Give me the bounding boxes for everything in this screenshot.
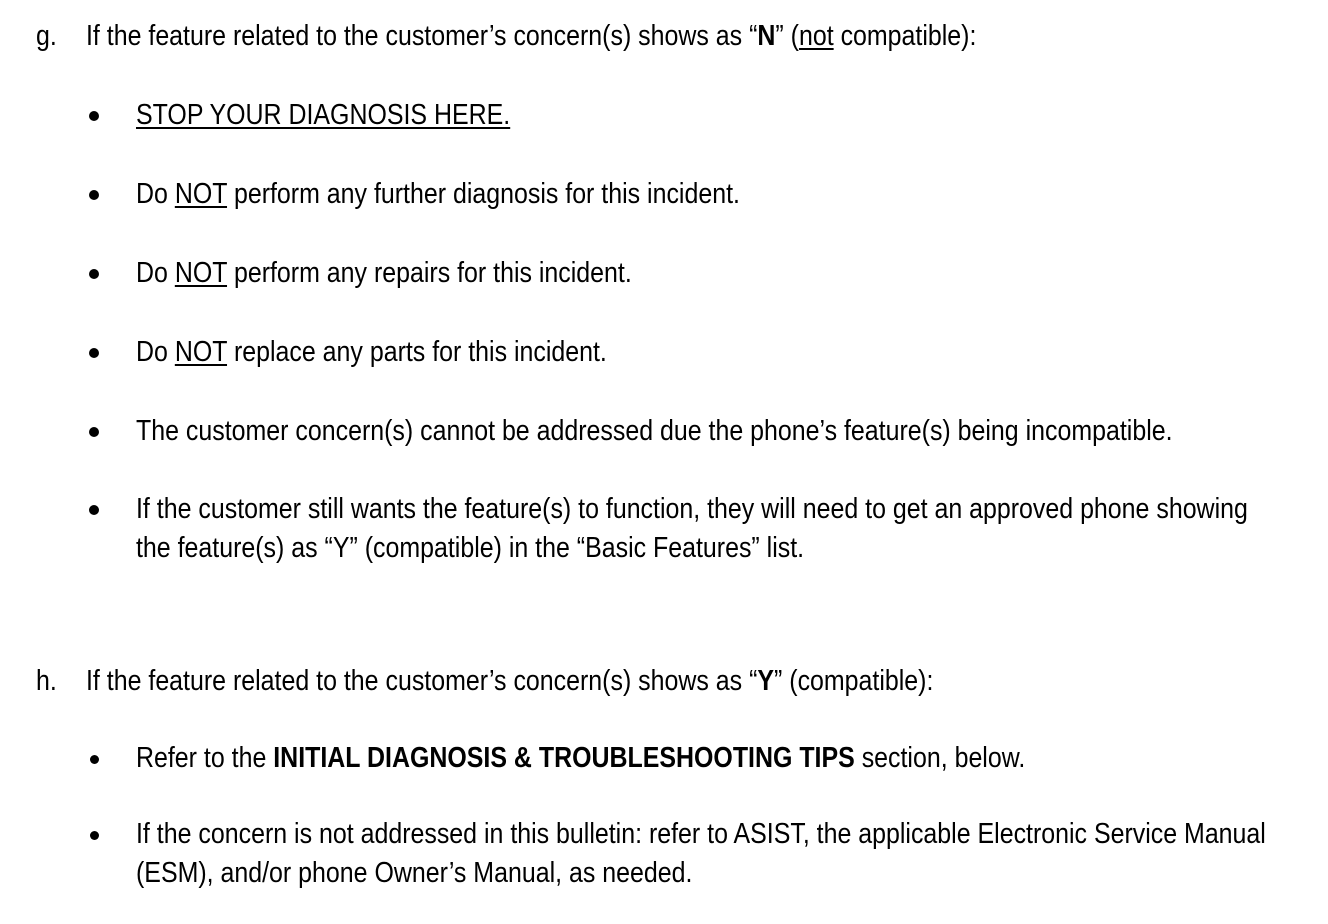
lead-text: If the feature related to the customer’s concern(s) shows as “ [86,665,758,697]
bullet-text-part: Do [136,336,175,368]
stop-diagnosis-text: STOP YOUR DIAGNOSIS HERE. [136,99,511,131]
bullet-text-part: Do [136,178,175,210]
bullet-text [136,254,1284,293]
section-h-marker: h. [36,665,57,697]
lead-text: ” (compatible): [774,665,934,697]
lead-text: ” ( [775,20,799,52]
bullet-icon [89,505,99,515]
section-g-lead [86,17,976,55]
bullet-text: If the customer still wants the feature(s) to function, they will need to get an approved phone showing the feature(s) as “Y” (compatible) in the “Basic Features” list. [136,493,1248,564]
lead-text: If the feature related to the customer’s concern(s) shows as “ [86,20,758,52]
bullet-icon [89,348,99,358]
bullet-text-part: perform any further diagnosis for this incident. [227,178,740,210]
code-y: Y [757,665,775,697]
lead-text: compatible): [833,20,977,52]
section-reference: INITIAL DIAGNOSIS & TROUBLESHOOTING TIPS [273,742,855,774]
bullet-text-part: section, below. [854,742,1026,774]
bullet-text [136,175,1284,214]
bullet-text-part: replace any parts for this incident. [227,336,607,368]
code-n: N [757,20,776,52]
bullet-icon [90,755,99,764]
bullet-text [136,739,1284,778]
emphasis-not: NOT [174,257,228,289]
bullet-text [136,333,1284,372]
bullet-icon [89,190,99,200]
emphasis-not: NOT [174,178,228,210]
bullet-icon [89,269,99,279]
bullet-text: If the concern is not addressed in this bulletin: refer to ASIST, the applicable Electronic Service Manual (ESM), and/or phone Owner’s Manual, as needed. [136,818,1266,889]
bullet-text-part: Refer to the [136,742,274,774]
section-h-lead [86,662,933,700]
bullet-icon [90,831,99,840]
bullet-text-part: perform any repairs for this incident. [227,257,632,289]
bullet-text [136,96,1284,135]
bullet-icon [89,111,99,121]
emphasis-not: NOT [174,336,228,368]
bullet-text-part: Do [136,257,175,289]
underlined-not: not [798,20,834,52]
bullet-icon [89,427,99,437]
bullet-text: The customer concern(s) cannot be addressed due the phone’s feature(s) being incompatible. [136,415,1173,447]
section-g-marker: g. [36,20,57,52]
